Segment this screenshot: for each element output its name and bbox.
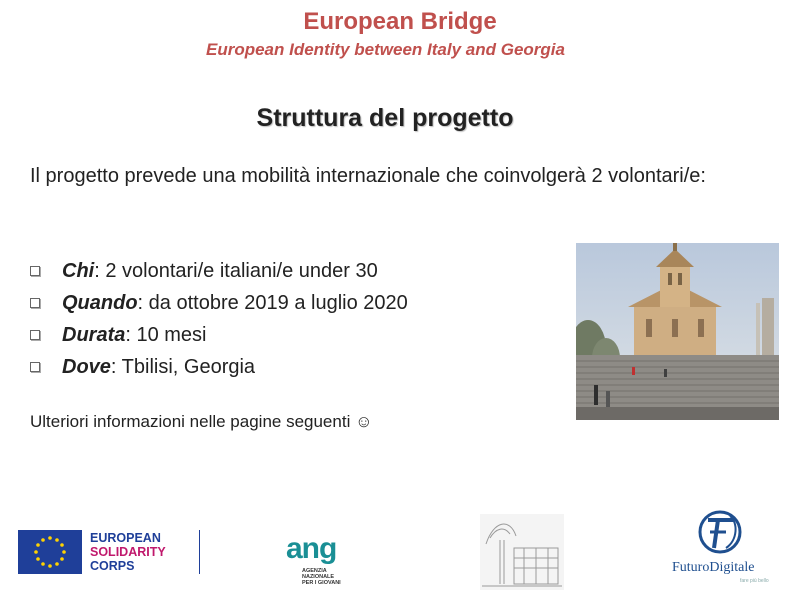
checkbox-bullet-icon xyxy=(30,330,40,340)
header-subtitle: European Identity between Italy and Georgia xyxy=(206,40,565,59)
eu-flag-icon xyxy=(18,530,82,574)
list-item xyxy=(30,255,408,287)
header-title: European Bridge xyxy=(303,8,497,35)
bullet-value: : da ottobre 2019 a luglio 2020 xyxy=(137,291,408,314)
cathedral-photo xyxy=(576,243,779,420)
more-info-note: Ulteriori informazioni nelle pagine seguenti ☺ xyxy=(30,412,373,431)
esc-logo-line: CORPS xyxy=(90,559,135,573)
bullet-value: : 10 mesi xyxy=(125,323,207,346)
bullet-key: Dove xyxy=(62,355,111,378)
ang-logo-line: AGENZIA xyxy=(302,568,327,574)
logo-divider xyxy=(199,530,200,574)
esc-logo-line: EUROPEAN xyxy=(90,531,161,545)
section-title: Struttura del progetto xyxy=(256,104,514,132)
bullet-value: : 2 volontari/e italiani/e under 30 xyxy=(94,259,378,282)
ang-logo-line: NAZIONALE xyxy=(302,574,335,580)
sketch-building-logo xyxy=(480,514,564,590)
details-list xyxy=(30,255,408,383)
intro-paragraph: Il progetto prevede una mobilità internazionale che coinvolgerà 2 volontari/e: xyxy=(30,165,706,187)
checkbox-bullet-icon xyxy=(30,298,40,308)
futuro-digitale-name: FuturoDigitale xyxy=(672,560,755,575)
ang-logo-mark: ang xyxy=(286,532,337,565)
bullet-key: Quando xyxy=(62,291,138,314)
ang-logo xyxy=(282,532,362,590)
list-item xyxy=(30,319,408,351)
futuro-digitale-tagline: fare più bello xyxy=(740,578,769,584)
checkbox-bullet-icon xyxy=(30,362,40,372)
ang-logo-line: PER I GIOVANI xyxy=(302,580,341,586)
esc-logo-line: SOLIDARITY xyxy=(90,545,166,559)
futuro-digitale-logo xyxy=(668,506,780,590)
list-item xyxy=(30,287,408,319)
bullet-value: : Tbilisi, Georgia xyxy=(110,355,256,378)
european-solidarity-corps-logo xyxy=(18,530,186,574)
bullet-key: Durata xyxy=(62,323,126,346)
checkbox-bullet-icon xyxy=(30,266,40,276)
bullet-key: Chi xyxy=(62,259,95,282)
list-item xyxy=(30,351,408,383)
